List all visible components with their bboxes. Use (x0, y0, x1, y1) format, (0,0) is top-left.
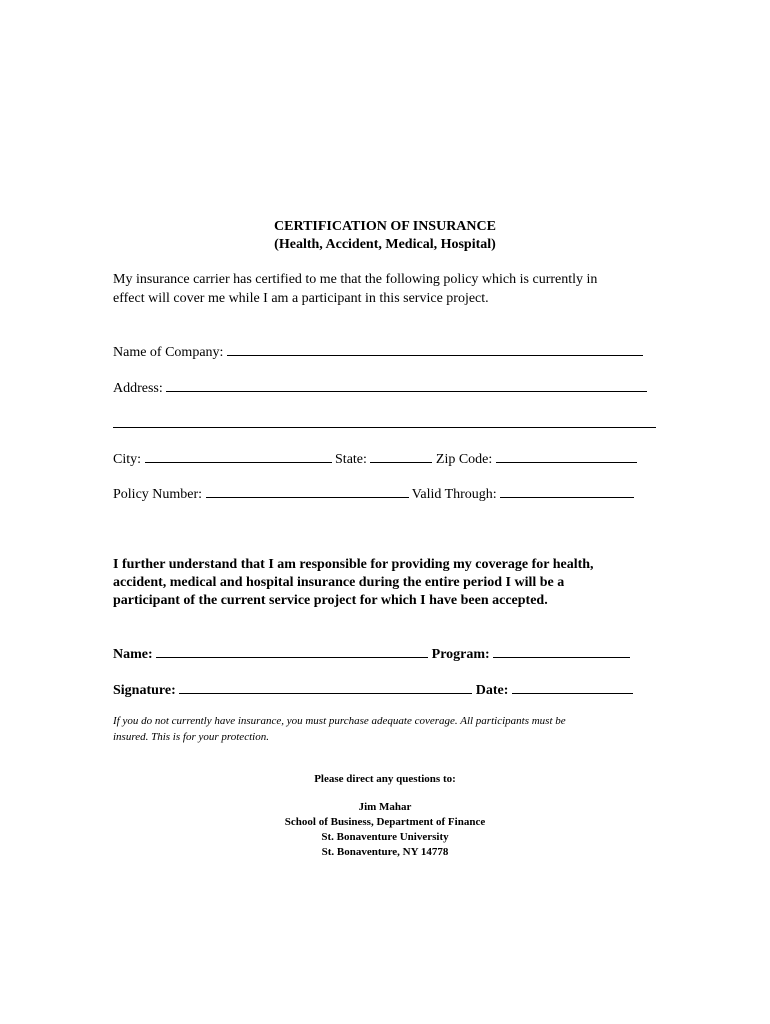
city-label: City: (113, 452, 142, 467)
program-field[interactable] (493, 643, 630, 658)
zip-label: Zip Code: (435, 452, 493, 467)
contact-block (0, 800, 770, 860)
contact-university: St. Bonaventure University (321, 831, 449, 843)
state-label: State: (335, 452, 367, 467)
contact-address: St. Bonaventure, NY 14778 (321, 846, 449, 858)
statement-line-2: accident, medical and hospital insurance during the entire period I will be a (113, 575, 565, 590)
address-field[interactable] (166, 377, 647, 392)
company-label: Name of Company: (113, 345, 224, 360)
statement-line-1: I further understand that I am responsible for providing my coverage for health, (113, 557, 594, 572)
document-title: CERTIFICATION OF INSURANCE (274, 219, 496, 234)
contact-name: Jim Mahar (358, 801, 412, 813)
policy-label: Policy Number: (113, 487, 203, 502)
signature-field[interactable] (179, 679, 472, 694)
document-subtitle: (Health, Accident, Medical, Hospital) (274, 237, 496, 252)
statement-line-3: participant of the current service project for which I have been accepted. (113, 593, 548, 608)
address-label: Address: (113, 381, 163, 396)
date-field[interactable] (512, 679, 633, 694)
valid-through-label: Valid Through: (411, 487, 497, 502)
name-program-row (113, 643, 630, 663)
intro-line-1: My insurance carrier has certified to me that the following policy which is currently in (113, 272, 598, 287)
notice-line-2: insured. This is for your protection. (113, 731, 269, 743)
name-field[interactable] (156, 643, 428, 658)
address-line-2-field[interactable] (113, 413, 656, 428)
signature-date-row (113, 679, 633, 699)
name-label: Name: (113, 647, 153, 662)
contact-heading: Please direct any questions to: (314, 773, 456, 785)
policy-field[interactable] (206, 483, 409, 498)
notice-line-1: If you do not currently have insurance, you must purchase adequate coverage. All participants must be (113, 715, 566, 727)
intro-paragraph (113, 270, 653, 308)
company-field[interactable] (227, 341, 643, 356)
program-label: Program: (431, 647, 490, 662)
city-field[interactable] (145, 448, 332, 463)
address-line-2-row (113, 413, 656, 433)
city-state-zip-row (113, 448, 637, 468)
intro-line-2: effect will cover me while I am a participant in this service project. (113, 291, 489, 306)
company-row (113, 341, 643, 361)
zip-field[interactable] (496, 448, 637, 463)
valid-through-field[interactable] (500, 483, 634, 498)
address-row (113, 377, 647, 397)
responsibility-statement (113, 556, 673, 610)
insurance-notice (113, 713, 673, 745)
signature-label: Signature: (113, 683, 176, 698)
date-label: Date: (475, 683, 509, 698)
policy-row (113, 483, 634, 503)
contact-department: School of Business, Department of Finance (284, 816, 486, 828)
state-field[interactable] (370, 448, 432, 463)
